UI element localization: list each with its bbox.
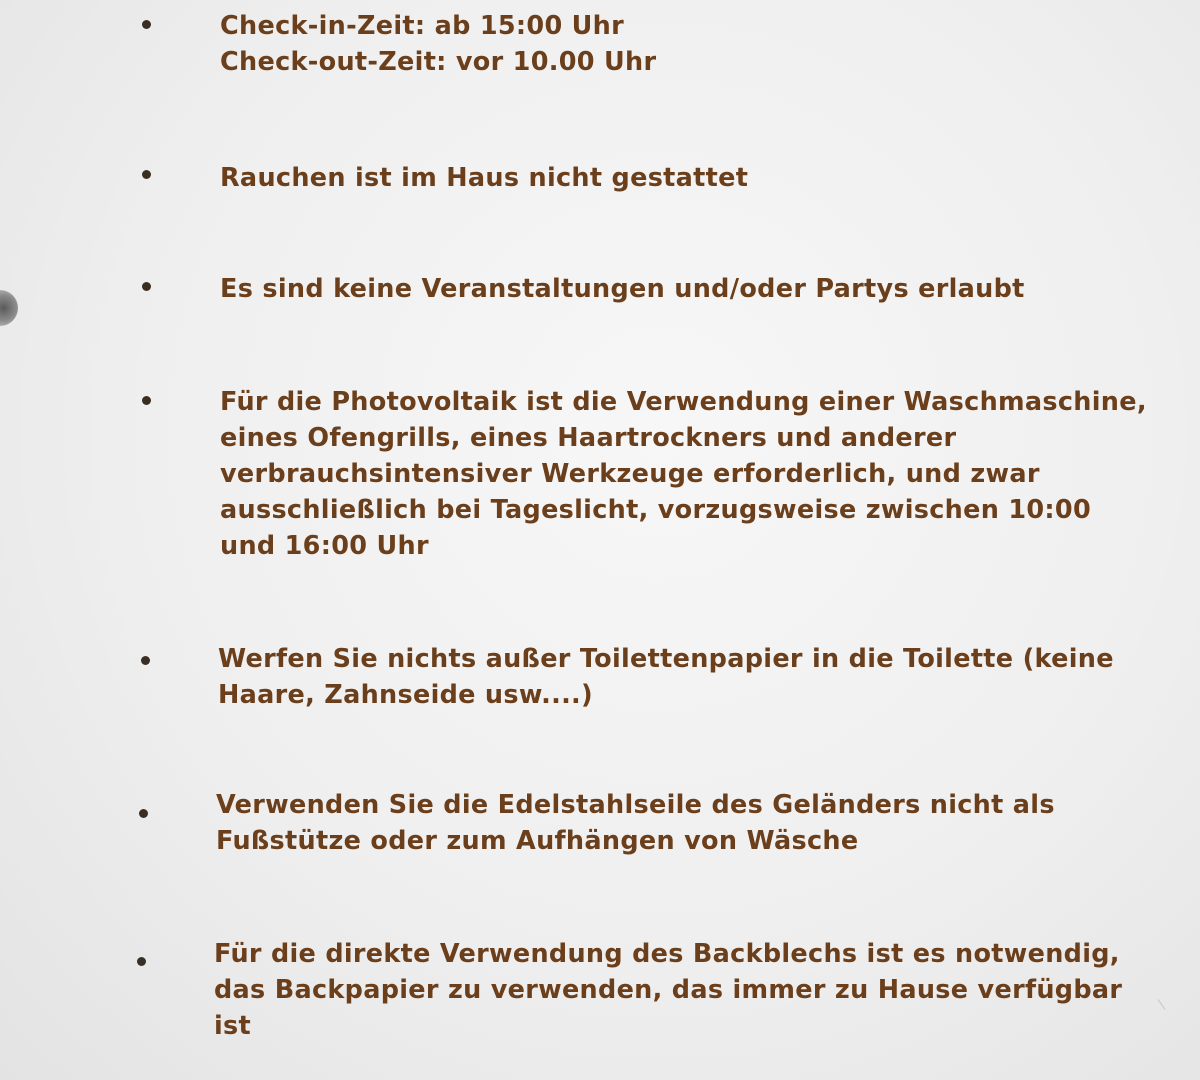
rule-line: Werfen Sie nichts außer Toilettenpapier in die Toilette (keine	[218, 644, 1114, 674]
rule-line: eines Ofengrills, eines Haartrockners und anderer	[220, 423, 957, 453]
rule-line: verbrauchsintensiver Werkzeuge erforderlich, und zwar	[220, 459, 1040, 489]
rule-line: Verwenden Sie die Edelstahlseile des Geländers nicht als	[216, 790, 1055, 820]
bullet-icon	[141, 656, 150, 665]
rule-line: Haare, Zahnseide usw....)	[218, 680, 593, 710]
bullet-icon	[142, 170, 151, 179]
rule-line: ausschließlich bei Tageslicht, vorzugsweise zwischen 10:00	[220, 495, 1092, 525]
pencil-mark	[1158, 992, 1176, 1009]
rule-line: Fußstütze oder zum Aufhängen von Wäsche	[216, 826, 859, 856]
rule-line: Rauchen ist im Haus nicht gestattet	[220, 163, 749, 193]
rule-line: und 16:00 Uhr	[220, 531, 429, 561]
rule-line: Für die direkte Verwendung des Backblechs ist es notwendig,	[214, 939, 1120, 969]
bullet-icon	[139, 809, 148, 818]
rule-line: Es sind keine Veranstaltungen und/oder Partys erlaubt	[220, 274, 1025, 304]
rule-line: Check-in-Zeit: ab 15:00 Uhr	[220, 11, 625, 41]
bullet-icon	[142, 396, 151, 405]
rule-text	[218, 641, 1114, 713]
rule-text	[220, 384, 1147, 564]
rule-text	[216, 787, 1055, 859]
rule-line: Für die Photovoltaik ist die Verwendung einer Waschmaschine,	[220, 387, 1147, 417]
rule-line: das Backpapier zu verwenden, das immer zu Hause verfügbar	[214, 975, 1123, 1005]
rule-line: ist	[214, 1011, 252, 1041]
bullet-icon	[137, 957, 146, 966]
rule-text	[220, 8, 656, 80]
rule-line: Check-out-Zeit: vor 10.00 Uhr	[220, 47, 657, 77]
bullet-icon	[142, 282, 151, 291]
bullet-icon	[142, 20, 151, 29]
rule-text	[214, 936, 1122, 1044]
rule-text	[220, 271, 1025, 307]
punch-hole	[0, 290, 18, 326]
rule-text	[220, 160, 748, 196]
